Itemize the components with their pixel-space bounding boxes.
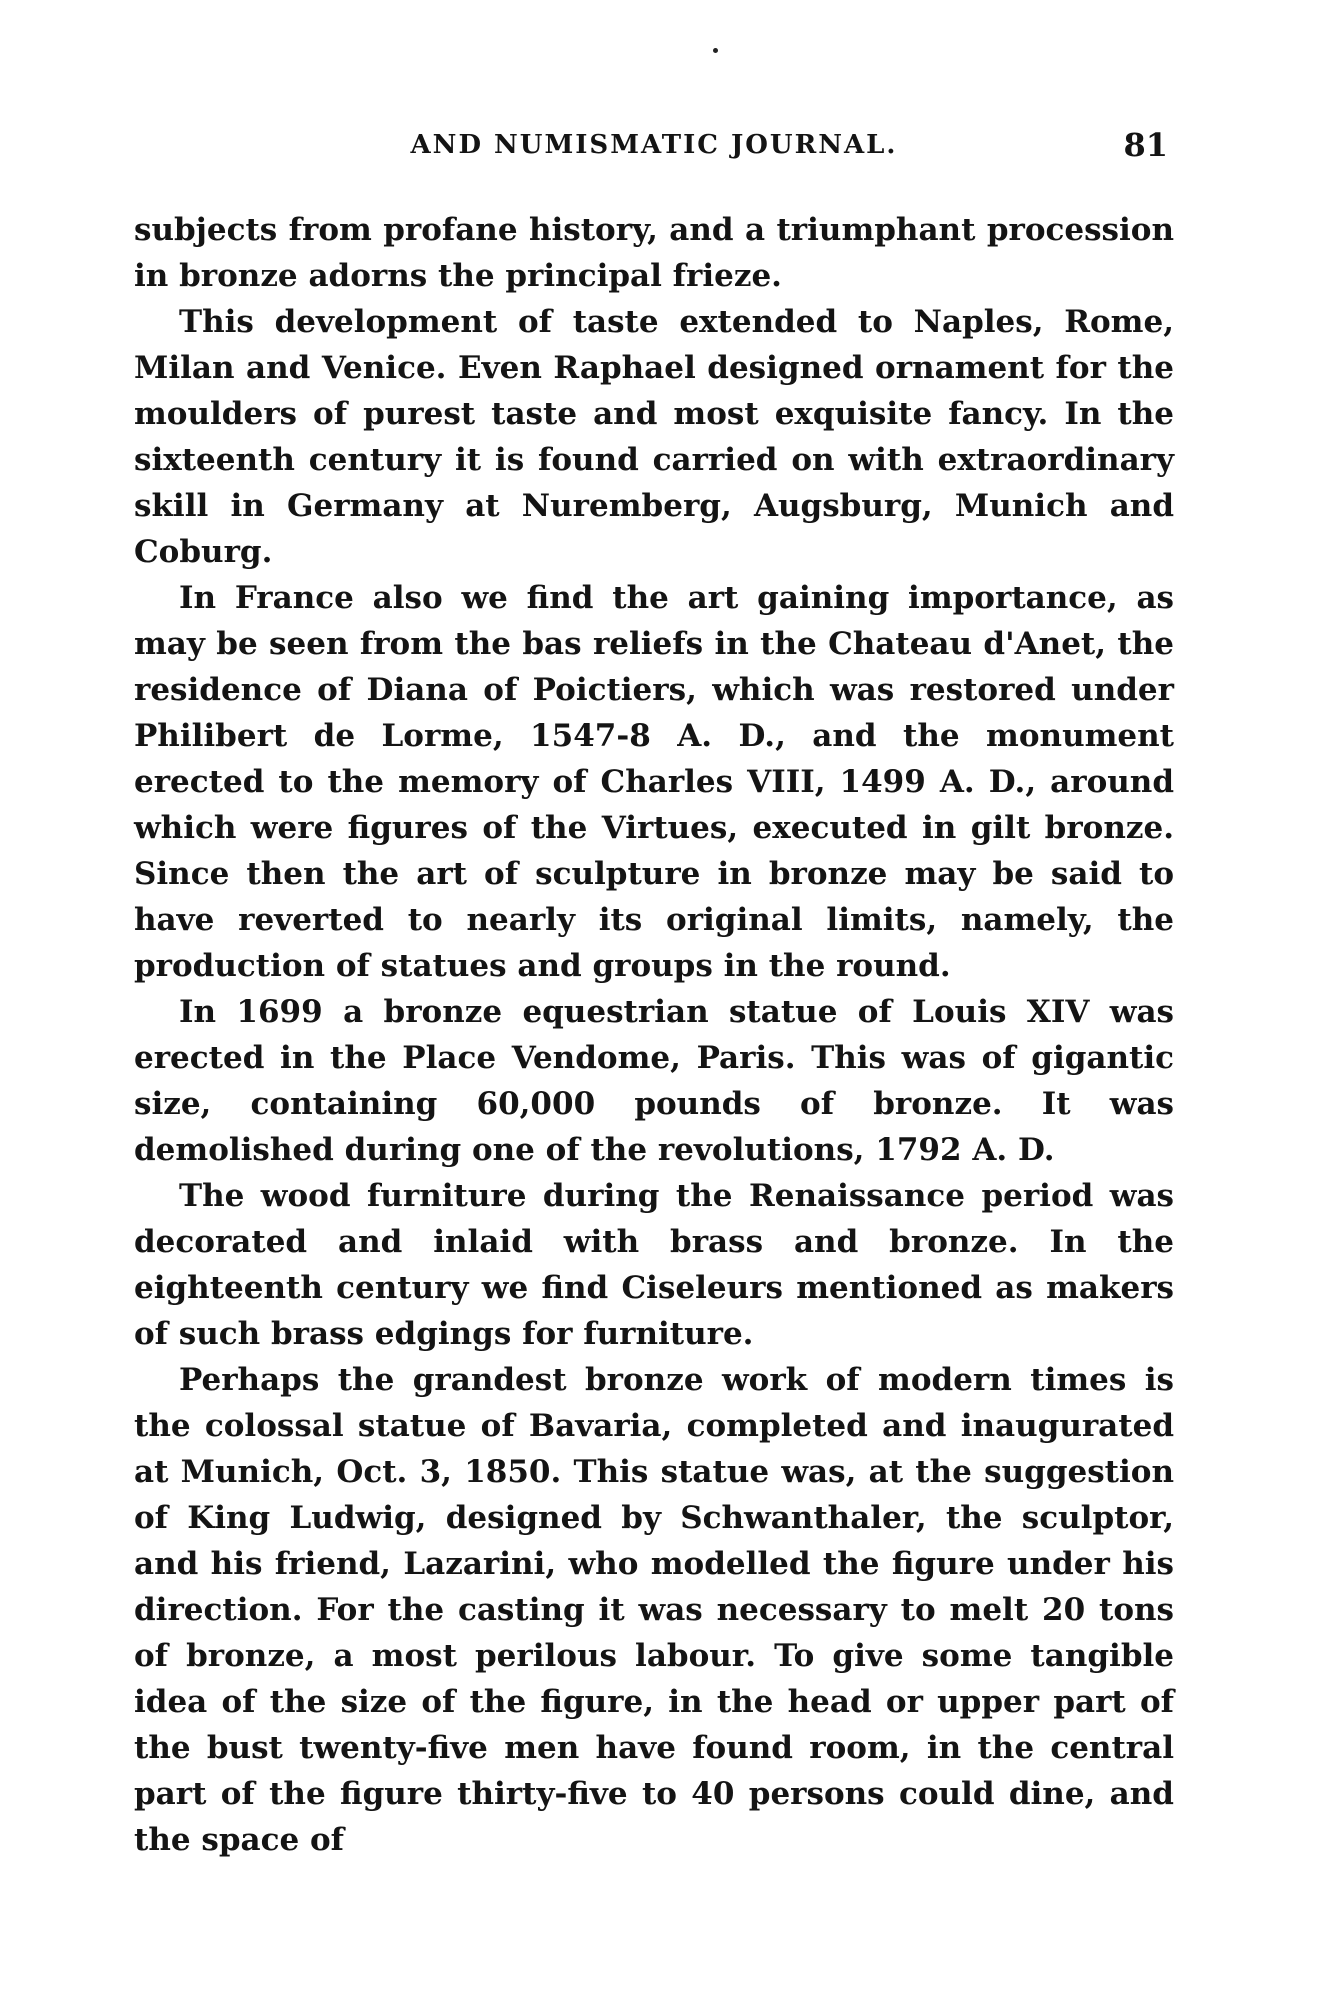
page-number: 81 bbox=[1123, 126, 1168, 164]
paragraph: The wood furniture during the Renaissance period was decorated and inlaid with brass and bronze. In the eighteenth century we find Ciseleurs mentioned as makers of such brass edgings for furniture. bbox=[134, 1178, 1174, 1352]
running-head: AND NUMISMATIC JOURNAL. bbox=[410, 130, 898, 160]
page-body bbox=[134, 207, 1174, 1863]
paragraph: Perhaps the grandest bronze work of modern times is the colossal statue of Bavaria, completed and inaugurated at Munich, Oct. 3, 1850. This statue was, at the suggestion of King Ludwig, designed by Schwanthaler, the sculptor, and his friend, Lazarini, who modelled the figure under his direction. For the casting it was necessary to melt 20 tons of bronze, a most perilous labour. To give some tangible idea of the size of the figure, in the head or upper part of the bust twenty-five men have found room, in the central part of the figure thirty-five to 40 persons could dine, and the space of bbox=[134, 1362, 1174, 1858]
stray-mark bbox=[713, 48, 718, 53]
paragraph: In 1699 a bronze equestrian statue of Louis XIV was erected in the Place Vendome, Paris. This was of gigantic size, containing 60,000 pounds of bronze. It was demolished during one of the revolutions, 1792 A. D. bbox=[134, 994, 1174, 1168]
paragraph: In France also we find the art gaining importance, as may be seen from the bas reliefs in the Chateau d'Anet, the residence of Diana of Poictiers, which was restored under Philibert de Lorme, 1547-8 A. D., and the monument erected to the memory of Charles VIII, 1499 A. D., around which were figures of the Virtues, executed in gilt bronze. Since then the art of sculpture in bronze may be said to have reverted to nearly its original limits, namely, the production of statues and groups in the round. bbox=[134, 580, 1174, 984]
paragraph: subjects from profane history, and a triumphant procession in bronze adorns the principal frieze. bbox=[134, 212, 1174, 294]
paragraph: This development of taste extended to Naples, Rome, Milan and Venice. Even Raphael designed ornament for the moulders of purest taste and most exquisite fancy. In the sixteenth century it is found carried on with extraordinary skill in Germany at Nuremberg, Augsburg, Munich and Coburg. bbox=[134, 304, 1174, 570]
page-header bbox=[134, 126, 1174, 166]
